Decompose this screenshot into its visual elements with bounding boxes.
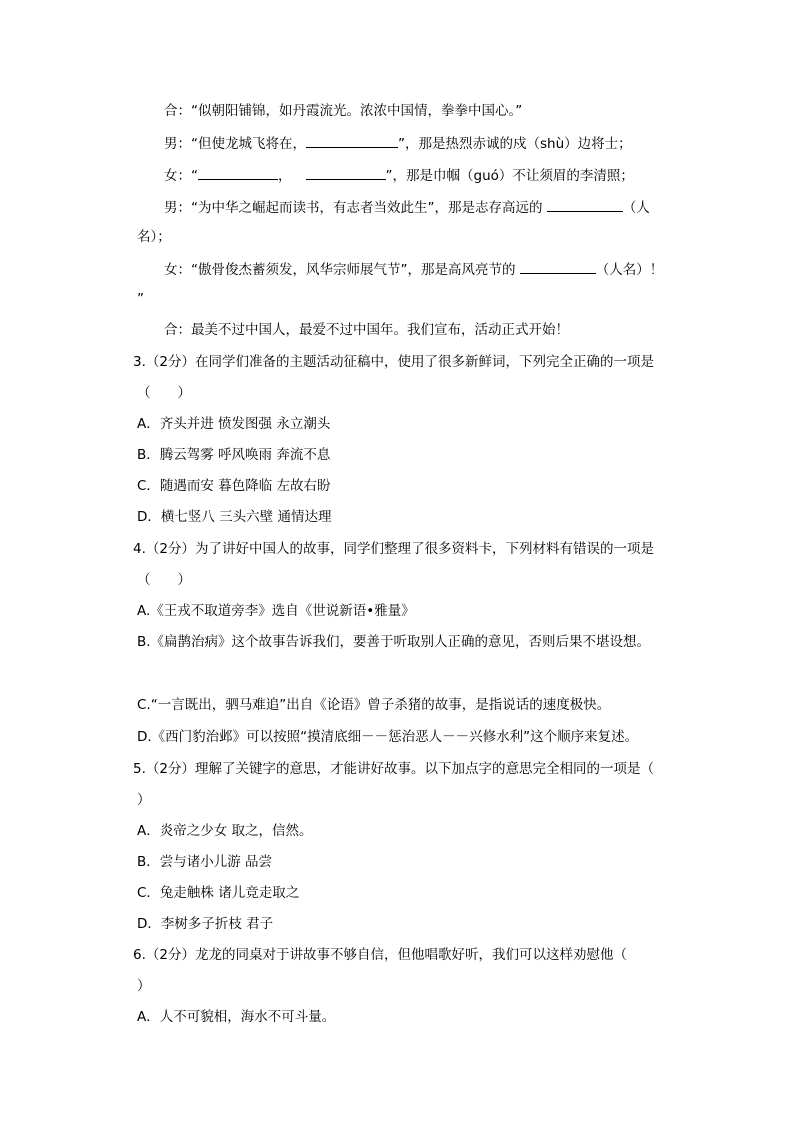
- option-a[interactable]: A.《王戎不取道旁李》选自《世说新语•雅量》: [137, 603, 415, 619]
- option-b[interactable]: B．尝与诸小儿游 品尝: [137, 854, 273, 870]
- answer-paren: ）: [137, 978, 151, 994]
- option-b[interactable]: B.《扁鹊治病》这个故事告诉我们，要善于听取别人正确的意见，否则后果不堪设想。: [137, 634, 651, 650]
- dialogue-line: [164, 133, 632, 153]
- text: 女：“傲骨俊杰蓄须发，风华宗师展气节”，那是高风亮节的: [164, 262, 520, 278]
- fill-blank[interactable]: [547, 197, 623, 212]
- option-c[interactable]: C．随遇而安 暮色降临 左故右盼: [137, 478, 331, 494]
- text: ，: [278, 168, 292, 184]
- answer-paren: （ ）: [137, 572, 191, 588]
- fill-blank[interactable]: [306, 165, 386, 180]
- option-d[interactable]: D.《西门豹治邺》可以按照“摸清底细－－惩治恶人－－兴修水利”这个顺序来复述。: [137, 729, 639, 745]
- fill-blank[interactable]: [198, 165, 278, 180]
- dialogue-line: [164, 259, 663, 279]
- text: （人: [622, 200, 650, 216]
- dialogue-line-cont: 名）；: [137, 229, 171, 245]
- dialogue-line: [164, 165, 634, 185]
- text: ”，那是热烈赤诚的戍（shù）边将士；: [398, 136, 632, 152]
- option-b[interactable]: B．腾云驾雾 呼风唤雨 奔流不息: [137, 447, 331, 463]
- text: （人名）！: [595, 262, 664, 278]
- fill-blank[interactable]: [520, 259, 596, 274]
- text: 男：“但使龙城飞将在，: [164, 136, 306, 152]
- text: 男：“为中华之崛起而读书，有志者当效此生”，那是志存高远的: [164, 200, 547, 216]
- text: ”，那是巾帼（guó）不让须眉的李清照；: [385, 168, 634, 184]
- option-a[interactable]: A．人不可貌相，海水不可斗量。: [137, 1009, 336, 1025]
- question-stem: 5.（2分）理解了关键字的意思，才能讲好故事。以下加点字的意思完全相同的一项是（: [133, 761, 654, 777]
- question-stem: 3.（2分）在同学们准备的主题活动征稿中，使用了很多新鲜词，下列完全正确的一项是: [133, 354, 654, 370]
- fill-blank[interactable]: [306, 133, 398, 148]
- question-stem: 6.（2分）龙龙的同桌对于讲故事不够自信，但他唱歌好听，我们可以这样劝慰他（: [133, 947, 627, 963]
- option-c[interactable]: C．兔走触株 诸儿竞走取之: [137, 885, 300, 901]
- question-stem: 4.（2分）为了讲好中国人的故事，同学们整理了很多资料卡，下列材料有错误的一项是: [133, 541, 654, 557]
- option-c[interactable]: C.“一言既出，驷马难追”出自《论语》曾子杀猪的故事，是指说话的速度极快。: [137, 697, 611, 713]
- dialogue-line: [164, 197, 650, 217]
- option-d[interactable]: D．横七竖八 三头六壁 通情达理: [137, 509, 332, 525]
- option-d[interactable]: D．李树多子折枝 君子: [137, 916, 274, 932]
- dialogue-line: 合：最美不过中国人，最爱不过中国年。我们宣布，活动正式开始！: [164, 322, 569, 338]
- answer-paren: ）: [137, 792, 151, 808]
- dialogue-line-cont: ”: [137, 291, 144, 307]
- option-a[interactable]: A．齐头并进 愤发图强 永立潮头: [137, 416, 331, 432]
- option-a[interactable]: A．炎帝之少女 取之，信然。: [137, 823, 313, 839]
- text: 女：“: [164, 168, 198, 184]
- answer-paren: （ ）: [137, 385, 191, 401]
- dialogue-line: 合：“似朝阳铺锦，如丹霞流光。浓浓中国情，拳拳中国心。”: [164, 103, 523, 119]
